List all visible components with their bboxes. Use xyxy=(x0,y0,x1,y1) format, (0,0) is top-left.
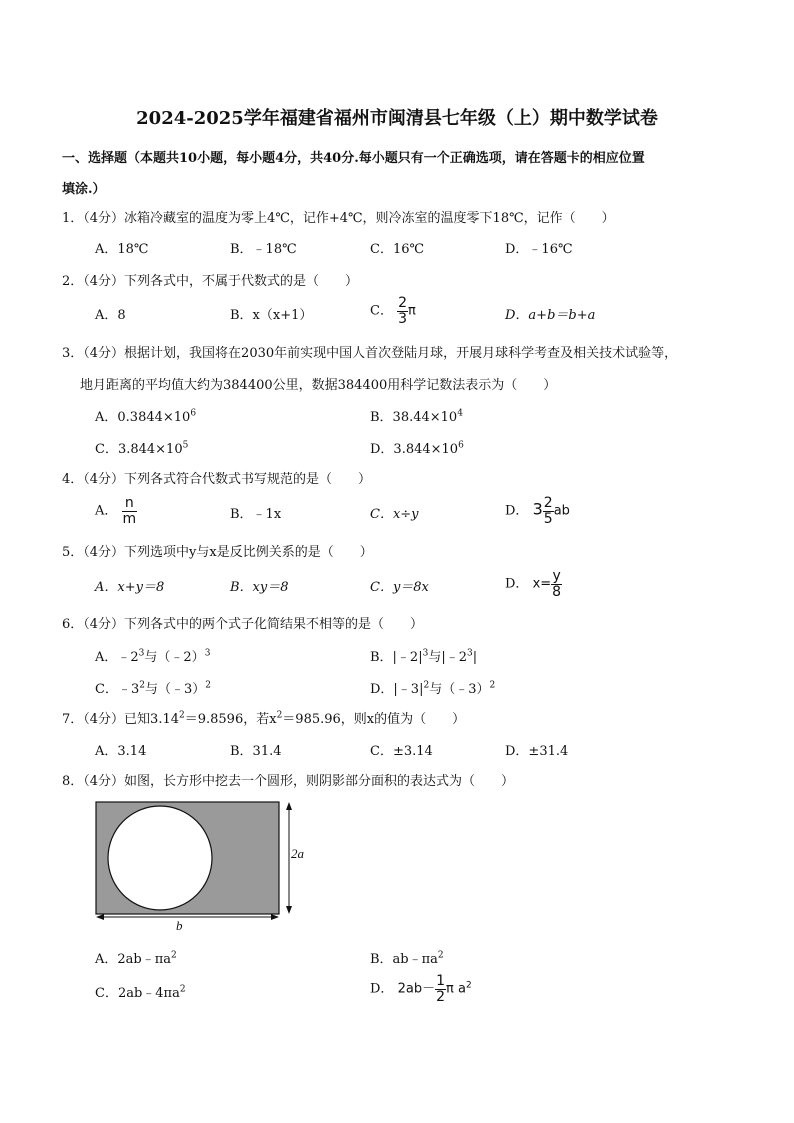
q6-d-part2: 与（﹣3） xyxy=(429,682,490,697)
q8-d-den: 2 xyxy=(436,988,445,1005)
q8-d-fraction xyxy=(435,974,446,1004)
q5-d-lhs: x= xyxy=(532,576,552,592)
q3-a-exp: 6 xyxy=(190,408,197,419)
q8-c-exp: 2 xyxy=(179,984,186,995)
height-label: 2a xyxy=(291,846,304,861)
q7-option-b: B．31.4 xyxy=(230,744,282,759)
q7-part2: ＝9.8596，若x xyxy=(184,712,277,727)
q4-d-int: 3 xyxy=(532,499,543,519)
q8-d-num: 1 xyxy=(436,973,445,989)
q3-b-text: B．38.44×10 xyxy=(370,410,458,425)
q5-option-a: A．x+y＝8 xyxy=(95,580,165,595)
height-arrow-head-bottom xyxy=(286,906,292,914)
q3-stem-line1: 3．（4分）根据计划，我国将在2030年前实现中国人首次登陆月球，开展月球科学考查及相关技术试验等， xyxy=(62,346,678,361)
q6-a-exp2: 3 xyxy=(204,648,211,659)
q8-stem: 8．（4分）如图，长方形中挖去一个圆形，则阴影部分面积的表达式为（ ） xyxy=(62,774,515,789)
q2-option-d: D．a+b＝b+a xyxy=(505,308,596,323)
q8-option-a xyxy=(95,948,177,967)
q4-stem: 4．（4分）下列各式符合代数式书写规范的是（ ） xyxy=(62,472,372,487)
q6-d-exp1: 2 xyxy=(423,680,430,691)
q2-stem: 2．（4分）下列各式中，不属于代数式的是（ ） xyxy=(62,274,359,289)
q2-c-num: 2 xyxy=(398,295,408,311)
q1-stem: 1．（4分）冰箱冷藏室的温度为零上4℃，记作+4℃，则冷冻室的温度零下18℃，记作（ ） xyxy=(62,211,615,226)
q8-b-exp: 2 xyxy=(437,950,444,961)
q6-c-exp1: 2 xyxy=(139,680,145,691)
q4-a-fraction xyxy=(122,496,138,526)
q2-c-fraction xyxy=(397,296,408,326)
q6-c-part1: C．﹣3 xyxy=(95,682,140,697)
q8-option-b xyxy=(370,948,444,967)
q5-d-num: y xyxy=(552,568,561,584)
q1-option-d: D．﹣16℃ xyxy=(505,242,573,257)
q6-option-d xyxy=(370,678,495,697)
q8-d-exp: 2 xyxy=(465,980,472,991)
height-arrow-head-top xyxy=(286,802,292,810)
q7-exp2: 2 xyxy=(276,710,283,721)
width-label: b xyxy=(176,918,183,933)
q3-c-exp: 5 xyxy=(182,440,189,451)
q3-a-text: A．0.3844×10 xyxy=(95,410,191,425)
q6-c-part2: 与（﹣3） xyxy=(144,682,206,697)
q2-c-tail: π xyxy=(408,303,416,319)
q6-b-exp2: 3 xyxy=(466,648,473,659)
q6-option-a xyxy=(95,646,210,665)
q4-d-tail: ab xyxy=(553,503,570,519)
q7-stem xyxy=(62,708,465,727)
q5-stem: 5．（4分）下列选项中y与x是反比例关系的是（ ） xyxy=(62,545,373,560)
q6-option-c xyxy=(95,678,211,697)
q3-option-d xyxy=(370,438,464,457)
q6-b-exp1: 3 xyxy=(422,648,429,659)
q6-b-part1: B．|﹣2| xyxy=(370,650,423,665)
q6-d-exp2: 2 xyxy=(489,680,496,691)
q2-c-prefix: C． xyxy=(370,303,393,319)
q7-option-d: D．±31.4 xyxy=(505,744,569,759)
q3-stem-line2: 地月距离的平均值大约为384400公里，数据384400用科学记数法表示为（ ） xyxy=(80,378,557,393)
q4-d-den: 5 xyxy=(543,510,553,527)
q4-d-num: 2 xyxy=(543,495,553,511)
q1-option-b: B．﹣18℃ xyxy=(230,242,297,257)
q5-option-c: C．y＝8x xyxy=(370,580,429,595)
q4-a-prefix: A． xyxy=(95,503,118,519)
q8-option-c xyxy=(95,982,186,1001)
q5-option-b: B．xy＝8 xyxy=(230,580,289,595)
q6-c-exp2: 2 xyxy=(205,680,211,691)
q7-option-c: C．±3.14 xyxy=(370,744,433,759)
q4-option-d xyxy=(505,496,570,526)
q8-d-prefix: D． xyxy=(370,981,394,997)
q5-d-prefix: D． xyxy=(505,576,529,592)
q6-b-part2: 与|﹣2 xyxy=(428,650,467,665)
q6-a-part2: 与（﹣2） xyxy=(144,650,205,665)
q4-option-c: C．x÷y xyxy=(370,507,419,522)
q3-option-c xyxy=(95,438,188,457)
q6-d-part1: D．|﹣3| xyxy=(370,682,424,697)
q3-d-exp: 6 xyxy=(458,440,464,451)
q2-option-b: B．x（x+1） xyxy=(230,308,313,323)
q2-option-c xyxy=(370,296,416,326)
q7-part1: 7．（4分）已知3.14 xyxy=(62,712,179,727)
q8-d-tail: π a xyxy=(446,981,466,997)
q2-c-den: 3 xyxy=(398,310,408,327)
q6-a-part1: A．﹣2 xyxy=(95,650,139,665)
q5-d-fraction xyxy=(551,569,562,599)
q1-option-c: C．16℃ xyxy=(370,242,425,257)
q8-figure xyxy=(88,796,308,936)
page-title: 2024-2025学年福建省福州市闽清县七年级（上）期中数学试卷 xyxy=(136,108,658,129)
q3-option-b xyxy=(370,406,463,425)
q5-d-den: 8 xyxy=(552,583,562,600)
q8-b-text: B．ab﹣πa xyxy=(370,952,438,967)
q8-a-text: A．2ab﹣πa xyxy=(95,952,172,967)
q3-option-a xyxy=(95,406,196,425)
q7-exp1: 2 xyxy=(179,710,185,721)
q4-a-num: n xyxy=(124,495,134,511)
q8-a-exp: 2 xyxy=(171,950,177,961)
q6-option-b xyxy=(370,646,477,665)
q4-d-prefix: D． xyxy=(505,503,529,519)
q4-d-fraction xyxy=(543,496,554,526)
section-heading-line1: 一、选择题（本题共10小题，每小题4分，共40分.每小题只有一个正确选项，请在答题卡的相应位置 xyxy=(62,151,645,166)
q6-a-exp1: 3 xyxy=(138,648,145,659)
cut-out-circle xyxy=(108,806,212,910)
q7-option-a: A．3.14 xyxy=(95,744,147,759)
q1-option-a: A．18℃ xyxy=(95,242,149,257)
q7-part3: ＝985.96，则x的值为（ ） xyxy=(282,712,466,727)
q3-d-text: D．3.844×10 xyxy=(370,442,459,457)
q4-option-b: B．﹣1x xyxy=(230,507,282,522)
width-arrow-head-right xyxy=(271,914,279,920)
q5-option-d xyxy=(505,569,562,599)
q4-a-den: m xyxy=(122,510,137,527)
q4-option-a xyxy=(95,496,137,526)
q8-option-d xyxy=(370,974,472,1004)
q3-c-text: C．3.844×10 xyxy=(95,442,183,457)
q8-d-pre: 2ab－ xyxy=(397,981,436,997)
width-arrow-head-left xyxy=(96,914,104,920)
q8-c-text: C．2ab﹣4πa xyxy=(95,986,180,1001)
q3-b-exp: 4 xyxy=(457,408,463,419)
section-heading-line2: 填涂.） xyxy=(62,182,106,197)
q2-option-a: A．8 xyxy=(95,308,126,323)
q6-stem: 6．（4分）下列各式中的两个式子化简结果不相等的是（ ） xyxy=(62,617,424,632)
q6-b-part3: | xyxy=(472,650,478,665)
